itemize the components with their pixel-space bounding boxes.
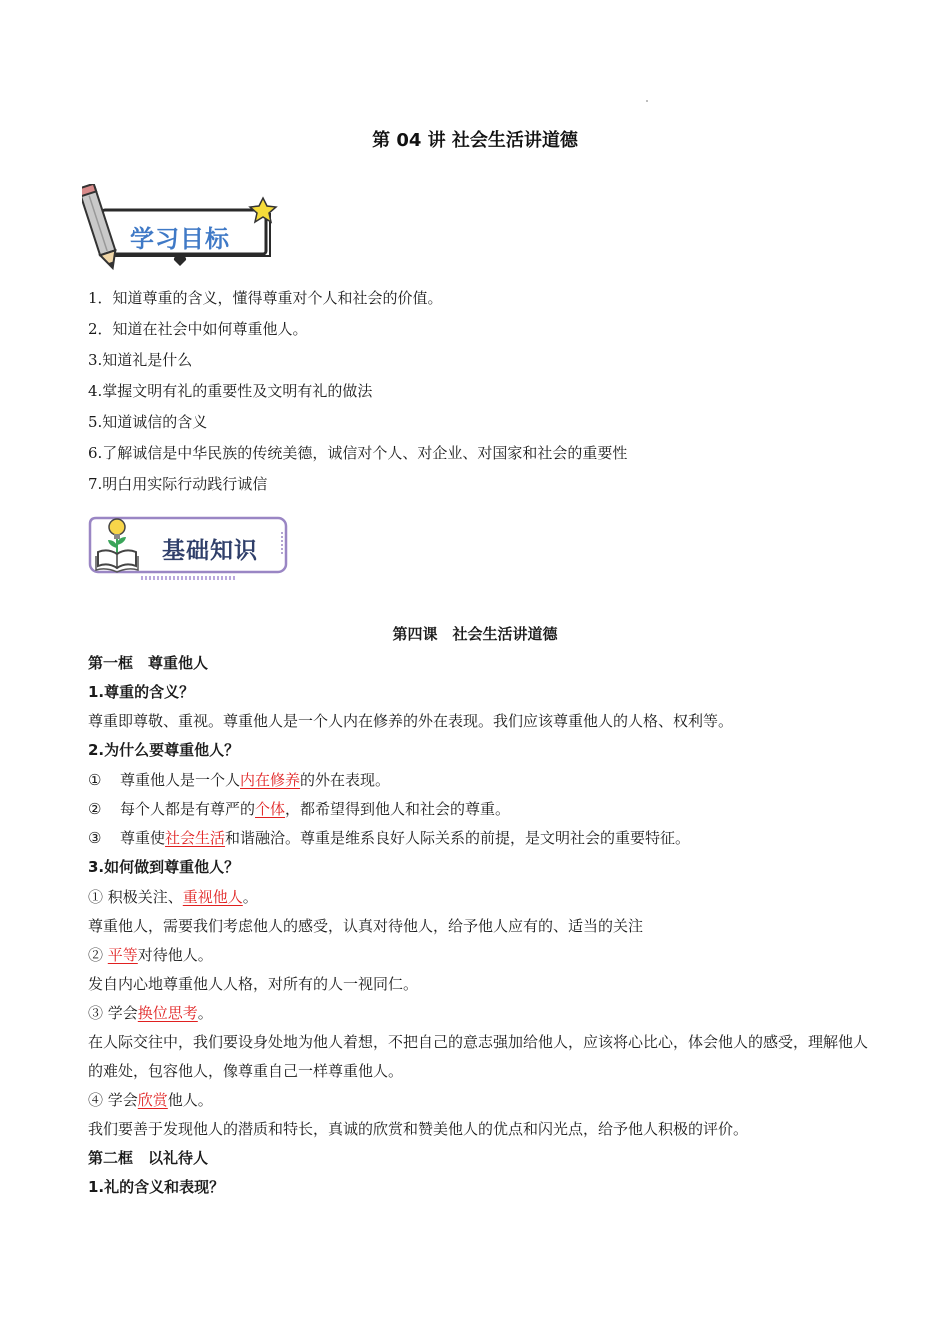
objective-2: 2．知道在社会中如何尊重他人。 (88, 320, 308, 338)
question-1: 1.尊重的含义？ (88, 683, 195, 701)
reason-1-text-start: 尊重他人是一个人 (120, 771, 241, 789)
reason-1-number: ① (88, 771, 102, 789)
learning-goals-label: 学习目标 (130, 225, 230, 253)
learning-goals-banner (82, 184, 282, 274)
way-3-text-end: 。 (197, 1004, 213, 1022)
way-2-description: 发自内心地尊重他人人格，对所有的人一视同仁。 (88, 975, 419, 993)
basic-knowledge-banner (86, 514, 292, 582)
reason-2-text-end: ，都希望得到他人和社会的尊重。 (285, 800, 511, 818)
lesson-title: 第四课 社会生活讲道德 (392, 625, 558, 643)
question-3: 3.如何做到尊重他人？ (88, 858, 240, 876)
reason-1-text-end: 的外在表现。 (300, 771, 391, 789)
question-2: 2.为什么要尊重他人？ (88, 741, 240, 759)
way-1-text-start: ① 积极关注、 (88, 888, 183, 906)
objective-6: 6.了解诚信是中华民族的传统美德，诚信对个人、对企业、对国家和社会的重要性 (88, 444, 628, 462)
objective-5: 5.知道诚信的含义 (88, 413, 208, 431)
way-3-heading (88, 1003, 213, 1023)
page-title: 第 04 讲 社会生活讲道德 (372, 130, 578, 151)
way-1-text-end: 。 (242, 888, 258, 906)
way-2-text-end: 对待他人。 (137, 946, 213, 964)
reason-3 (88, 828, 690, 848)
objective-4: 4.掌握文明有礼的重要性及文明有礼的做法 (88, 382, 373, 400)
reason-3-keyword: 社会生活 (165, 829, 226, 847)
way-2-keyword: 平等 (107, 946, 138, 964)
way-3-description: 在人际交往中，我们要设身处地为他人着想，不把自己的意志强加给他人，应该将心比心，体会他人的感受，理解他人的难处，包容他人，像尊重自己一样尊重他人。 (88, 1033, 869, 1080)
reason-1-keyword: 内在修养 (240, 771, 301, 789)
way-4-keyword: 欣赏 (137, 1091, 168, 1109)
way-2-text-start: ② (88, 946, 108, 964)
way-1-keyword: 重视他人 (182, 888, 243, 906)
mark-dot (646, 100, 648, 102)
way-1-description: 尊重他人，需要我们考虑他人的感受，认真对待他人，给予他人应有的、适当的关注 (88, 917, 644, 935)
reason-3-text-start: 尊重使 (120, 829, 166, 847)
way-3-text-start: ③ 学会 (88, 1004, 138, 1022)
section-2-title: 第二框 以礼待人 (88, 1149, 209, 1167)
reason-2-text-start: 每个人都是有尊严的 (120, 800, 256, 818)
question-4: 1.礼的含义和表现？ (88, 1178, 225, 1196)
way-4-text-end: 他人。 (167, 1091, 213, 1109)
way-4-heading (88, 1090, 213, 1110)
way-4-text-start: ④ 学会 (88, 1091, 138, 1109)
reason-3-number: ③ (88, 829, 102, 847)
answer-1: 尊重即尊敬、重视。尊重他人是一个人内在修养的外在表现。我们应该尊重他人的人格、权利等。 (88, 712, 734, 730)
way-1-heading (88, 887, 258, 907)
basic-knowledge-label: 基础知识 (162, 538, 258, 564)
way-2-heading (88, 945, 213, 965)
objective-3: 3.知道礼是什么 (88, 351, 193, 369)
way-4-description: 我们要善于发现他人的潜质和特长，真诚的欣赏和赞美他人的优点和闪光点，给予他人积极的评价。 (88, 1120, 749, 1138)
way-3-keyword: 换位思考 (137, 1004, 198, 1022)
section-1-title: 第一框 尊重他人 (88, 654, 209, 672)
reason-1 (88, 770, 390, 790)
objective-1: 1．知道尊重的含义，懂得尊重对个人和社会的价值。 (88, 289, 443, 307)
reason-2 (88, 799, 510, 819)
objective-7: 7.明白用实际行动践行诚信 (88, 475, 268, 493)
reason-3-text-end: 和谐融洽。尊重是维系良好人际关系的前提，是文明社会的重要特征。 (225, 829, 691, 847)
reason-2-keyword: 个体 (255, 800, 286, 818)
reason-2-number: ② (88, 800, 102, 818)
